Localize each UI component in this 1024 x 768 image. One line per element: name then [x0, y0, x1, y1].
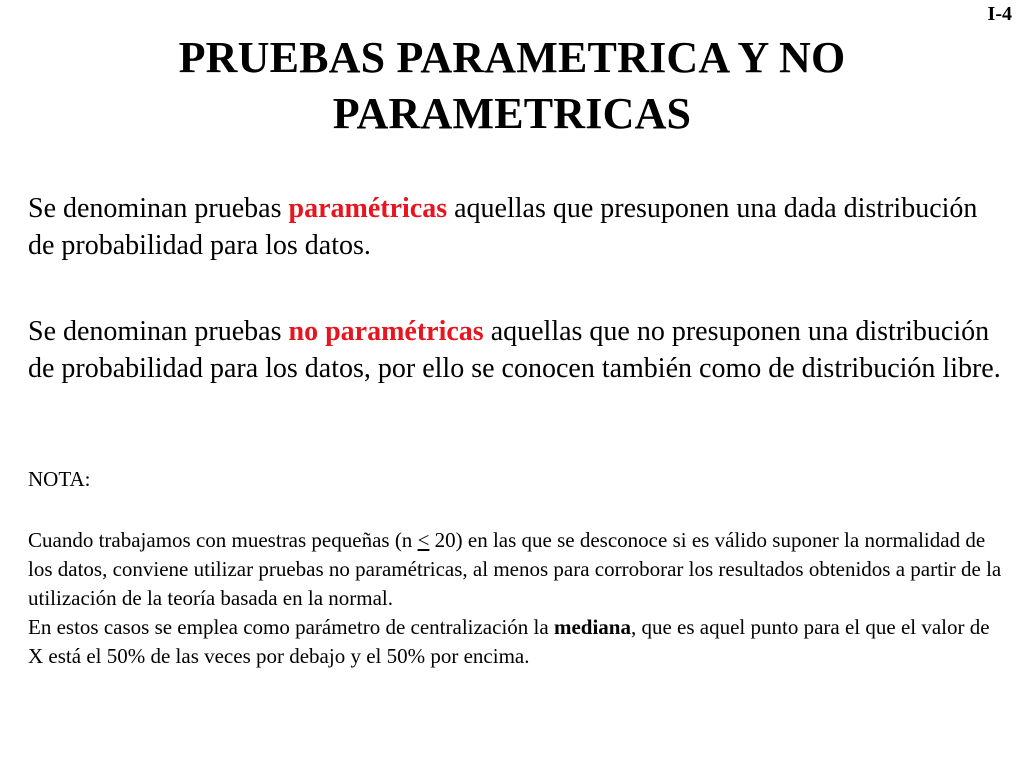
note-part-4: , que es aquel punto para el que el valor de X está el 50% de las veces por debajo y el 50% por encima.	[28, 615, 990, 668]
paragraph-nonparametric-end: aquellas que no presuponen una distribución de probabilidad para los datos, por ello se conocen también como de distribución libre.	[28, 316, 1001, 384]
term-parametric: paramétricas	[288, 193, 448, 224]
slide-title	[0, 30, 1024, 142]
note-part-1: Cuando trabajamos con muestras pequeñas (n	[28, 528, 418, 552]
paragraph-parametric	[28, 190, 1003, 264]
less-or-equal-symbol: <	[417, 528, 430, 552]
paragraph-parametric-end: aquellas que presuponen una dada distribución de probabilidad para los datos.	[28, 193, 978, 261]
note-part-3: En estos casos se emplea como parámetro de centralización la	[28, 615, 554, 639]
paragraph-nonparametric-start: Se denominan pruebas	[28, 316, 289, 347]
term-mediana: mediana	[553, 615, 631, 639]
page-number: I-4	[987, 3, 1012, 25]
note-body	[28, 526, 1003, 671]
paragraph-parametric-start: Se denominan pruebas	[28, 193, 289, 224]
term-nonparametric: no paramétricas	[288, 316, 484, 347]
note-part-2: 20) en las que se desconoce si es válido suponer la normalidad de los datos, conviene utilizar pruebas no paramétricas, al menos para corroborar los resultados obtenidos a partir de la utilización de la teoría basada en la normal.	[28, 528, 1002, 610]
title-line-2: PARAMETRICAS	[332, 89, 692, 138]
paragraph-nonparametric	[28, 313, 1003, 387]
nota-label: NOTA:	[28, 467, 91, 491]
title-line-1: PRUEBAS PARAMETRICA Y NO	[178, 33, 846, 82]
